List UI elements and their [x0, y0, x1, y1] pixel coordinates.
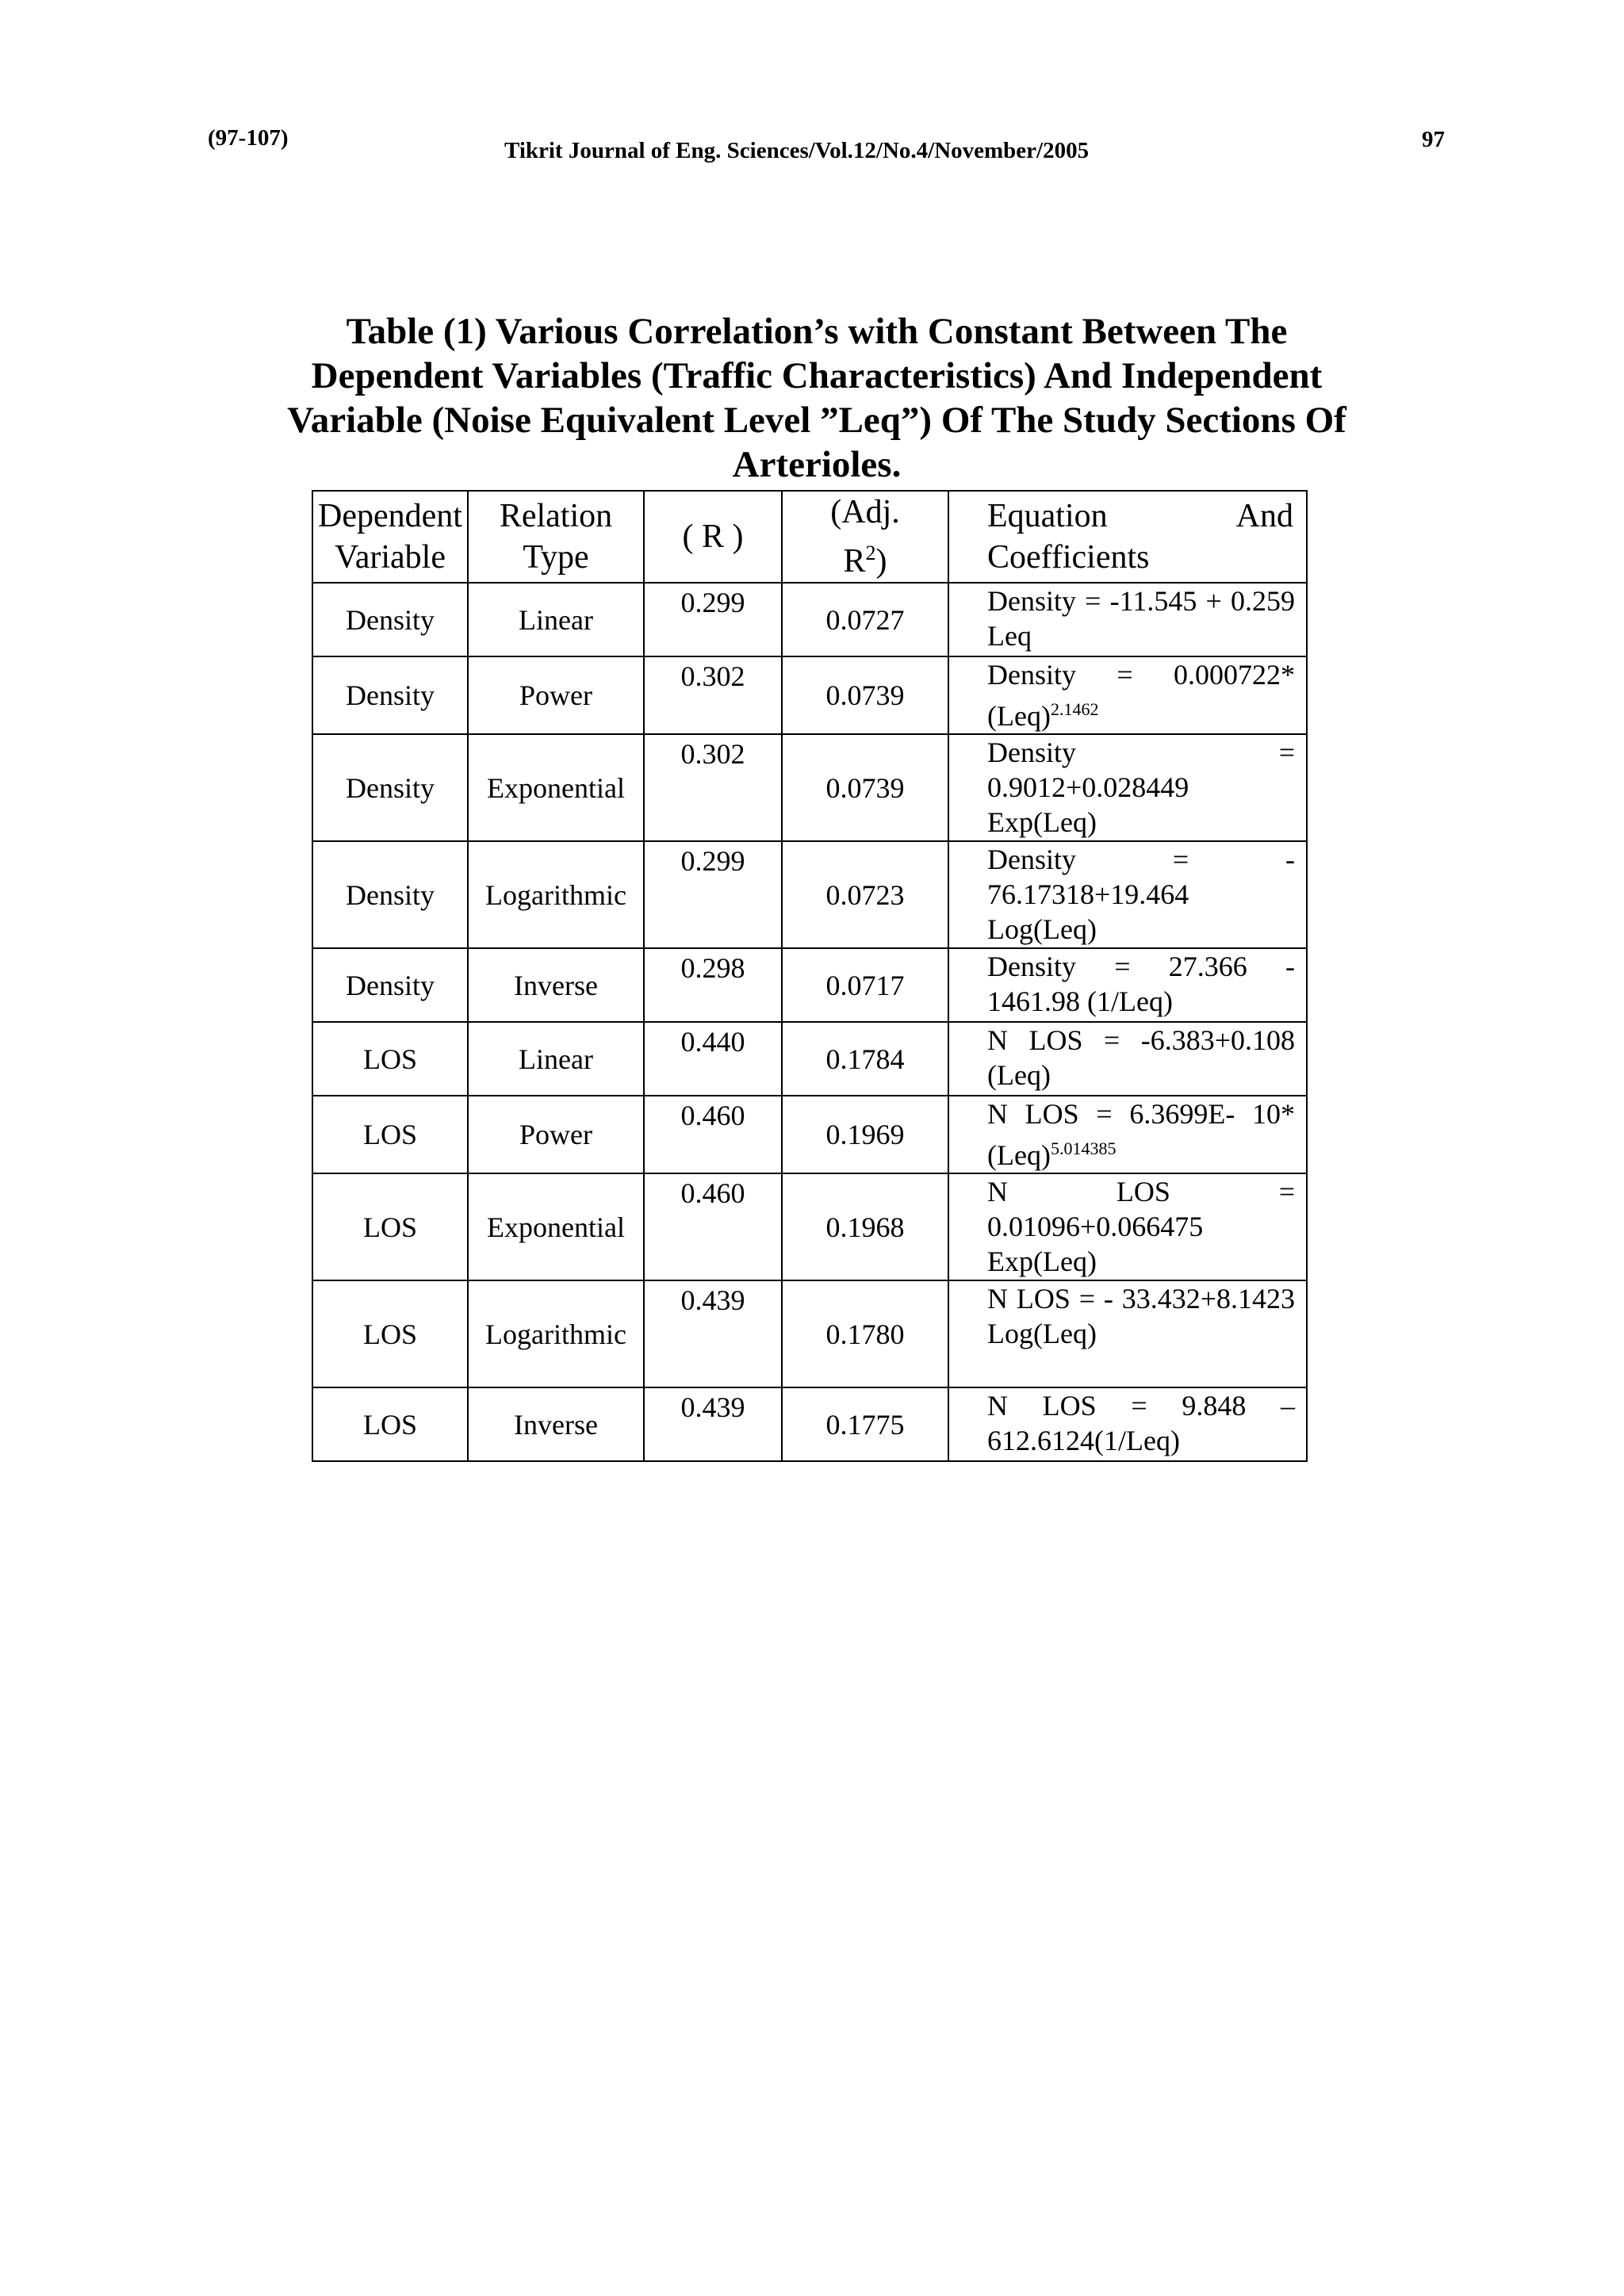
table-caption: Table (1) Various Correlation’s with Constant Between The Dependent Variables (Traffic Characteristics) And Independent Variable (Noise Equivalent Level ”Leq”) Of The Study Sections Of Arterioles. [287, 311, 1346, 485]
cell-adj-r2: 0.0717 [782, 948, 948, 1022]
cell-equation: N LOS = 9.848 – 612.6124(1/Leq) [948, 1387, 1307, 1461]
cell-relation-type: Inverse [468, 1387, 644, 1461]
table-row [312, 841, 1307, 948]
cell-adj-r2: 0.1775 [782, 1387, 948, 1461]
cell-adj-r2: 0.0739 [782, 656, 948, 734]
cell-dependent-variable: Density [312, 583, 468, 656]
table-row [312, 583, 1307, 656]
cell-dependent-variable: Density [312, 948, 468, 1022]
cell-adj-r2: 0.1784 [782, 1022, 948, 1096]
cell-dependent-variable: LOS [312, 1387, 468, 1461]
cell-relation-type: Linear [468, 1022, 644, 1096]
table-row [312, 1096, 1307, 1173]
cell-adj-r2: 0.0739 [782, 734, 948, 841]
cell-r: 0.460 [644, 1096, 782, 1173]
cell-r: 0.299 [644, 841, 782, 948]
cell-dependent-variable: LOS [312, 1022, 468, 1096]
cell-adj-r2: 0.0727 [782, 583, 948, 656]
cell-relation-type: Exponential [468, 1173, 644, 1280]
cell-dependent-variable: Density [312, 656, 468, 734]
cell-dependent-variable: LOS [312, 1096, 468, 1173]
header-dependent-variable: Dependent Variable [312, 491, 468, 583]
cell-r: 0.439 [644, 1387, 782, 1461]
cell-dependent-variable: Density [312, 734, 468, 841]
header-r: ( R ) [644, 491, 782, 583]
header-page-range: (97-107) [208, 125, 289, 151]
cell-equation: Density = 0.9012+0.028449 Exp(Leq) [948, 734, 1307, 841]
table-row [312, 734, 1307, 841]
table-row [312, 1387, 1307, 1461]
cell-equation: Density = -11.545 + 0.259 Leq [948, 583, 1307, 656]
cell-relation-type: Logarithmic [468, 841, 644, 948]
cell-r: 0.302 [644, 656, 782, 734]
cell-relation-type: Power [468, 656, 644, 734]
cell-r: 0.299 [644, 583, 782, 656]
cell-r: 0.460 [644, 1173, 782, 1280]
cell-relation-type: Logarithmic [468, 1280, 644, 1387]
table-row [312, 1022, 1307, 1096]
table-row [312, 1173, 1307, 1280]
cell-adj-r2: 0.1780 [782, 1280, 948, 1387]
cell-dependent-variable: LOS [312, 1280, 468, 1387]
cell-r: 0.302 [644, 734, 782, 841]
header-relation-type: Relation Type [468, 491, 644, 583]
table-row [312, 656, 1307, 734]
header-page-number: 97 [1422, 127, 1445, 152]
cell-equation: Density = 0.000722*(Leq)$^{2.1462}$ [948, 656, 1307, 734]
cell-r: 0.298 [644, 948, 782, 1022]
cell-adj-r2: 0.1968 [782, 1173, 948, 1280]
equation-exponent: 5.014385 [1050, 1138, 1116, 1158]
cell-r: 0.439 [644, 1280, 782, 1387]
cell-adj-r2: 0.1969 [782, 1096, 948, 1173]
header-journal-title: Tikrit Journal of Eng. Sciences/Vol.12/No.4/November/2005 [504, 138, 1090, 163]
equation-exponent: 2.1462 [1050, 699, 1099, 719]
cell-equation: N LOS = 6.3699E- 10*(Leq)$^{5.014385}$ [948, 1096, 1307, 1173]
table-header-row [312, 491, 1307, 583]
cell-relation-type: Exponential [468, 734, 644, 841]
header-adj-r2: (Adj. $R^2$) [782, 491, 948, 583]
cell-equation: N LOS = - 33.432+8.1423 Log(Leq) [948, 1280, 1307, 1387]
table-row [312, 1280, 1307, 1387]
correlation-table [312, 490, 1308, 1462]
cell-equation: Density = - 76.17318+19.464 Log(Leq) [948, 841, 1307, 948]
table-row [312, 948, 1307, 1022]
cell-equation: N LOS = -6.383+0.108 (Leq) [948, 1022, 1307, 1096]
cell-r: 0.440 [644, 1022, 782, 1096]
cell-dependent-variable: Density [312, 841, 468, 948]
cell-relation-type: Power [468, 1096, 644, 1173]
cell-adj-r2: 0.0723 [782, 841, 948, 948]
cell-relation-type: Inverse [468, 948, 644, 1022]
header-equation: Equation And Coefficients [948, 491, 1307, 583]
cell-equation: N LOS = 0.01096+0.066475 Exp(Leq) [948, 1173, 1307, 1280]
cell-equation: Density = 27.366 - 1461.98 (1/Leq) [948, 948, 1307, 1022]
cell-relation-type: Linear [468, 583, 644, 656]
cell-dependent-variable: LOS [312, 1173, 468, 1280]
